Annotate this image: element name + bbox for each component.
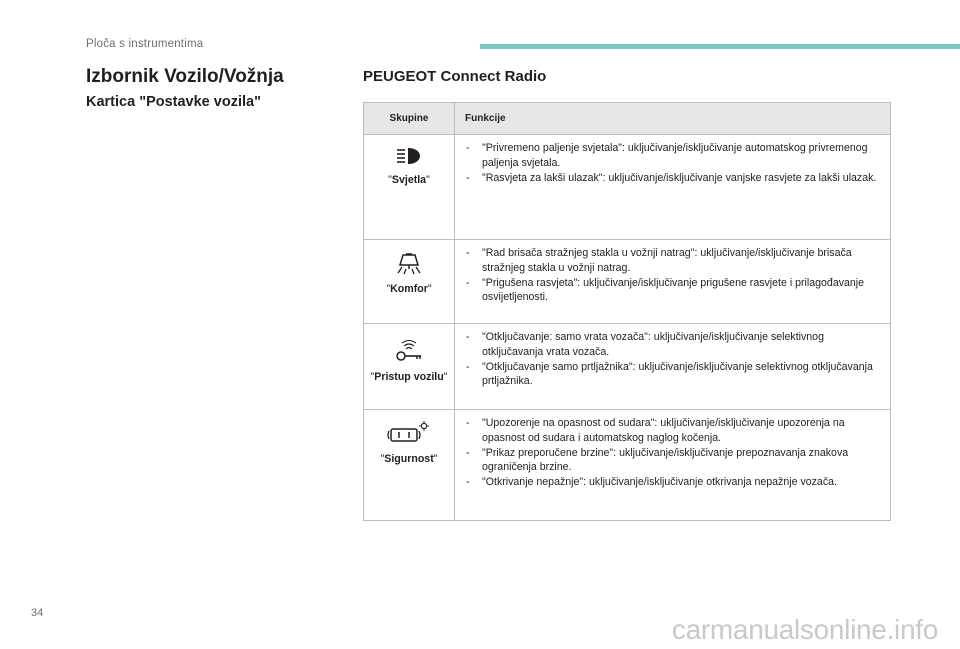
functions-cell: [455, 324, 891, 410]
function-item: - "Otključavanje samo prtljažnika": uključivanje/isključivanje selektivnog otključavanja prtljažnika.: [464, 360, 880, 390]
functions-cell: [455, 410, 891, 521]
group-cell: [364, 324, 455, 410]
table-row: [364, 410, 891, 521]
functions-cell: [455, 135, 891, 240]
group-cell: [364, 240, 455, 324]
watermark: carmanualsonline.info: [671, 614, 938, 645]
main-title: Izbornik Vozilo/Vožnja: [86, 66, 284, 87]
function-item: - "Otključavanje: samo vrata vozača": uključivanje/isključivanje selektivnog otključavanja vrata vozača.: [464, 330, 880, 360]
group-cell: [364, 135, 455, 240]
page-number: 34: [31, 607, 44, 619]
table-header-row: [364, 103, 891, 135]
key-signal-icon: [393, 334, 425, 364]
function-item: - "Prikaz preporučene brzine": uključivanje/isključivanje prepoznavanja znakova ograničenja brzine.: [464, 446, 880, 476]
group-name: "Sigurnost": [380, 453, 438, 465]
ceiling-lamp-icon: [394, 250, 424, 276]
functions-cell: [455, 240, 891, 324]
section-title: PEUGEOT Connect Radio: [363, 68, 547, 85]
column-header-functions: Funkcije: [455, 103, 891, 135]
driver-assist-icon: [387, 420, 431, 446]
headlight-icon: [394, 145, 424, 167]
group-name: "Svjetla": [388, 174, 430, 186]
function-item: - "Privremeno paljenje svjetala": uključivanje/isključivanje automatskog privremenog paljenja svjetala.: [464, 141, 880, 171]
table-row: [364, 324, 891, 410]
function-item: - "Rasvjeta za lakši ulazak": uključivanje/isključivanje vanjske rasvjete za lakši ulazak.: [464, 171, 880, 186]
functions-table: [363, 102, 891, 521]
sub-title: Kartica "Postavke vozila": [86, 94, 261, 110]
function-item: - "Upozorenje na opasnost od sudara": uključivanje/isključivanje upozorenja na opasnost od sudara i automatskog naglog kočenja.: [464, 416, 880, 446]
table-row: [364, 240, 891, 324]
function-item: - "Otkrivanje nepažnje": uključivanje/isključivanje otkrivanja nepažnje vozača.: [464, 475, 880, 490]
column-header-groups: Skupine: [364, 103, 455, 135]
header-section-label: Ploča s instrumentima: [86, 38, 204, 50]
group-name: "Komfor": [386, 283, 432, 295]
function-item: - "Prigušena rasvjeta": uključivanje/isključivanje prigušene rasvjete i prilagođavanje osvijetljenosti.: [464, 276, 880, 306]
table-row: [364, 135, 891, 240]
group-cell: [364, 410, 455, 521]
header-rule: [480, 44, 960, 49]
function-item: - "Rad brisača stražnjeg stakla u vožnji natrag": uključivanje/isključivanje brisača stražnjeg stakla u vožnji natrag.: [464, 246, 880, 276]
group-name: "Pristup vozilu": [370, 371, 448, 383]
